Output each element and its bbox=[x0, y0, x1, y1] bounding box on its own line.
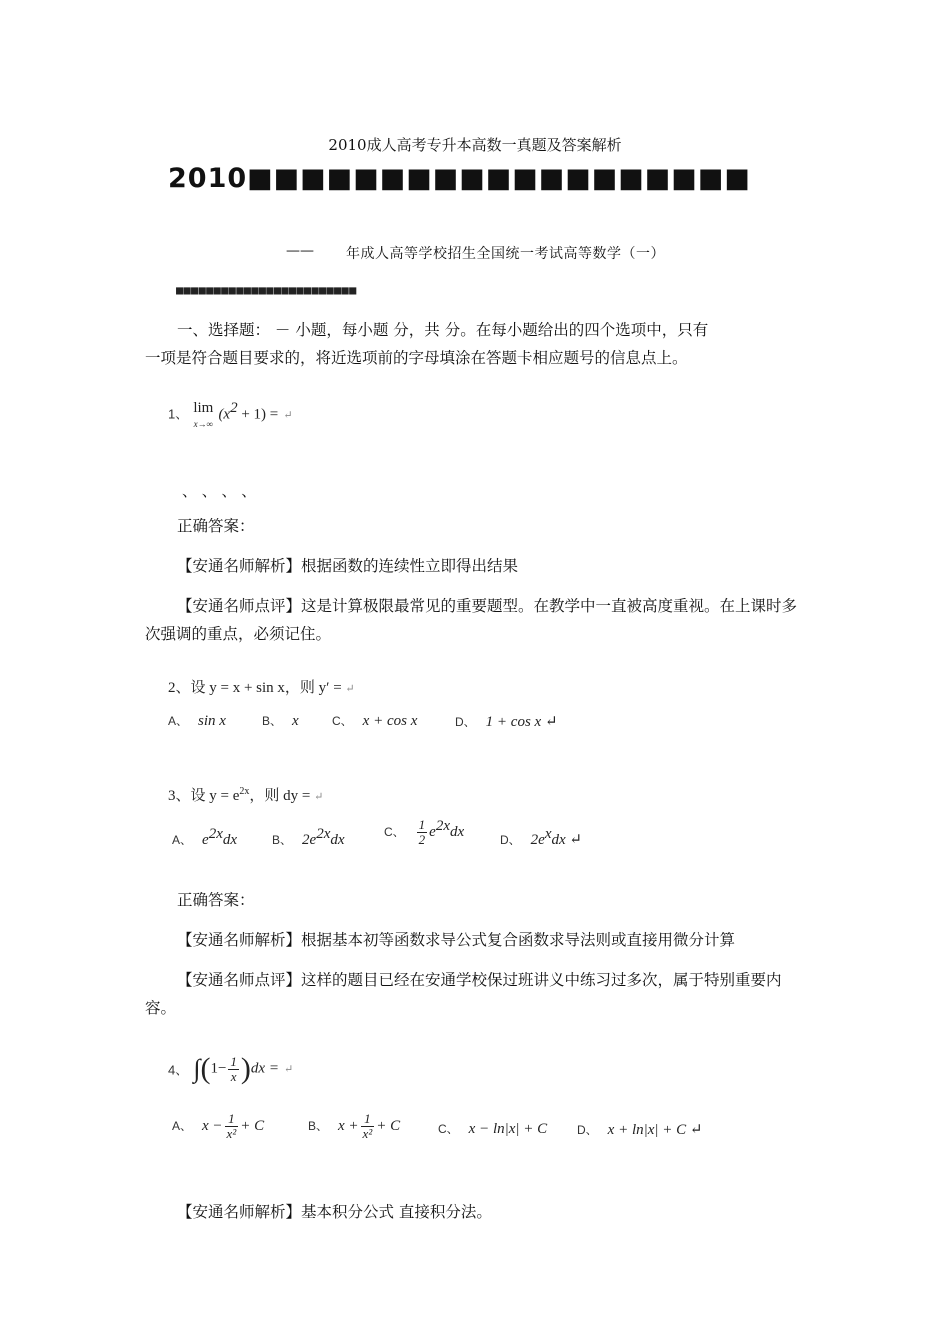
comment-text: 【安通名师点评】这样的题目已经在安通学校保过班讲义中练习过多次，属于特别重要内容。 bbox=[145, 971, 782, 1017]
exponent: 2x bbox=[208, 826, 223, 842]
option-letter: B、 bbox=[262, 714, 283, 728]
question-4-option-a bbox=[172, 1112, 264, 1141]
question-3-option-b bbox=[272, 826, 345, 849]
option-letter: C、 bbox=[438, 1122, 459, 1136]
question-3-analysis bbox=[145, 926, 810, 954]
lim-text: lim bbox=[193, 400, 214, 416]
option-tail: dx ↵ bbox=[551, 832, 582, 848]
fraction bbox=[417, 818, 428, 847]
option-text: e bbox=[202, 832, 209, 848]
limit-expression-rest: + 1) = bbox=[237, 406, 279, 423]
option-letter: D、 bbox=[577, 1123, 598, 1137]
question-3-option-c bbox=[384, 818, 464, 847]
question-2-stem bbox=[168, 676, 355, 697]
question-4-option-c bbox=[438, 1120, 547, 1138]
question-4-analysis bbox=[145, 1198, 810, 1226]
option-text: x bbox=[292, 713, 299, 729]
analysis-text: 【安通名师解析】基本积分公式 直接积分法。 bbox=[177, 1203, 492, 1221]
left-paren: ( bbox=[200, 1052, 211, 1085]
option-tail: + C bbox=[240, 1117, 265, 1134]
question-3-option-d bbox=[500, 826, 582, 849]
garbled-instruction-line: ■■■■■■■■■■■■■■■■■■■■■■■■ bbox=[176, 283, 357, 297]
option-tail: dx bbox=[222, 832, 238, 848]
fraction bbox=[225, 1112, 239, 1141]
question-4-option-b bbox=[308, 1112, 400, 1141]
fraction-denominator: x² bbox=[226, 1126, 237, 1141]
subtitle-dash: —— bbox=[286, 243, 314, 259]
option-text: x − bbox=[202, 1117, 223, 1134]
return-mark-icon: ↵ bbox=[314, 791, 324, 803]
fraction-numerator: 1 bbox=[230, 1053, 237, 1069]
option-letter: C、 bbox=[332, 714, 353, 728]
option-letter: D、 bbox=[500, 833, 521, 847]
option-letter: C、 bbox=[384, 825, 405, 839]
return-mark-icon: ↵ bbox=[284, 1062, 294, 1076]
question-3-text-tail: ，则 dy = bbox=[249, 788, 311, 804]
option-text: sin x bbox=[198, 713, 226, 729]
exponent: 2x bbox=[435, 818, 451, 834]
integral-sign-icon: ∫ bbox=[193, 1054, 201, 1083]
question-4-stem bbox=[168, 1052, 293, 1086]
fraction-numerator: 1 bbox=[225, 1112, 239, 1127]
question-1-stem bbox=[168, 400, 293, 431]
right-paren: ) bbox=[240, 1052, 251, 1085]
question-3-option-a bbox=[172, 826, 237, 849]
question-4-option-d bbox=[577, 1120, 702, 1139]
option-tail: dx bbox=[450, 824, 465, 840]
option-letter: D、 bbox=[455, 715, 476, 729]
question-3-comment bbox=[145, 966, 810, 1022]
question-1-answer bbox=[145, 512, 810, 540]
return-mark-icon: ↵ bbox=[345, 683, 355, 695]
document-heading: 2010■■■■■■■■■■■■■■■■■■■ bbox=[168, 163, 751, 194]
page-title: 2010成人高考专升本高数一真题及答案解析 bbox=[328, 136, 622, 154]
limit-operator bbox=[193, 400, 213, 431]
exponent: 2x bbox=[316, 826, 331, 842]
exponent: x bbox=[544, 826, 552, 842]
question-2-option-d bbox=[455, 712, 558, 731]
question-3-answer bbox=[145, 886, 810, 914]
question-2-option-c bbox=[332, 712, 417, 730]
section-intro-line1: 一、选择题： － 小题，每小题 分，共 分。在每小题给出的四个选项中，只有 bbox=[177, 321, 709, 339]
fraction bbox=[228, 1055, 239, 1084]
fraction-denominator: 2 bbox=[418, 832, 426, 848]
question-3-text: 3、设 y = e bbox=[168, 788, 240, 804]
exponent: 2 bbox=[230, 400, 238, 416]
option-text: x + cos x bbox=[362, 713, 418, 729]
question-3-stem bbox=[168, 784, 323, 805]
answer-label: 正确答案： bbox=[177, 891, 255, 909]
fraction-numerator: 1 bbox=[418, 817, 426, 833]
question-2-option-a bbox=[168, 712, 226, 730]
analysis-text: 【安通名师解析】根据函数的连续性立即得出结果 bbox=[177, 557, 519, 575]
fraction-numerator: 1 bbox=[361, 1112, 375, 1127]
integrand-text: 1− bbox=[210, 1060, 227, 1077]
question-2-option-b bbox=[262, 712, 299, 730]
option-letter: A、 bbox=[172, 1118, 193, 1133]
option-letter: A、 bbox=[168, 714, 189, 728]
section-intro-line2: 一项是符合题目要求的，将近选项前的字母填涂在答题卡相应题号的信息点上。 bbox=[145, 349, 688, 367]
exponent: 2x bbox=[239, 786, 250, 797]
option-text: 2e bbox=[302, 832, 317, 848]
question-1-analysis bbox=[145, 552, 810, 580]
return-mark-icon: ↵ bbox=[283, 408, 293, 422]
option-text: x + bbox=[338, 1117, 359, 1134]
option-text: 2e bbox=[530, 832, 545, 848]
exam-subtitle: 年成人高等学校招生全国统一考试高等数学（一） bbox=[346, 246, 665, 262]
option-tail: + C bbox=[376, 1117, 401, 1134]
fraction-denominator: x bbox=[230, 1068, 237, 1084]
question-1-options: 、 、 、 、 bbox=[182, 482, 257, 500]
option-letter: B、 bbox=[308, 1118, 329, 1133]
option-tail: dx bbox=[330, 832, 345, 848]
fraction-denominator: x² bbox=[362, 1126, 373, 1141]
option-text: x − ln|x| + C bbox=[468, 1121, 548, 1137]
option-text: e bbox=[429, 824, 436, 840]
question-number: 4、 bbox=[168, 1062, 189, 1078]
question-1-comment bbox=[145, 592, 810, 648]
option-text: 1 + cos x ↵ bbox=[485, 714, 558, 730]
question-2-text: 2、设 y = x + sin x，则 y′ = bbox=[168, 680, 342, 696]
option-text: x + ln|x| + C ↵ bbox=[607, 1122, 703, 1138]
analysis-text: 【安通名师解析】根据基本初等函数求导公式复合函数求导法则或直接用微分计算 bbox=[177, 931, 736, 949]
fraction bbox=[361, 1112, 375, 1141]
option-letter: A、 bbox=[172, 833, 193, 847]
comment-text: 【安通名师点评】这是计算极限最常见的重要题型。在教学中一直被高度重视。在上课时多次强调的重点，必须记住。 bbox=[145, 597, 798, 643]
question-number: 1、 bbox=[168, 406, 189, 422]
limit-expression: (x bbox=[218, 406, 231, 423]
answer-label: 正确答案： bbox=[177, 517, 255, 535]
section-intro bbox=[145, 316, 810, 372]
lim-subscript: x→∞ bbox=[193, 419, 214, 429]
integral-tail: dx = bbox=[250, 1060, 279, 1077]
option-letter: B、 bbox=[272, 833, 293, 847]
